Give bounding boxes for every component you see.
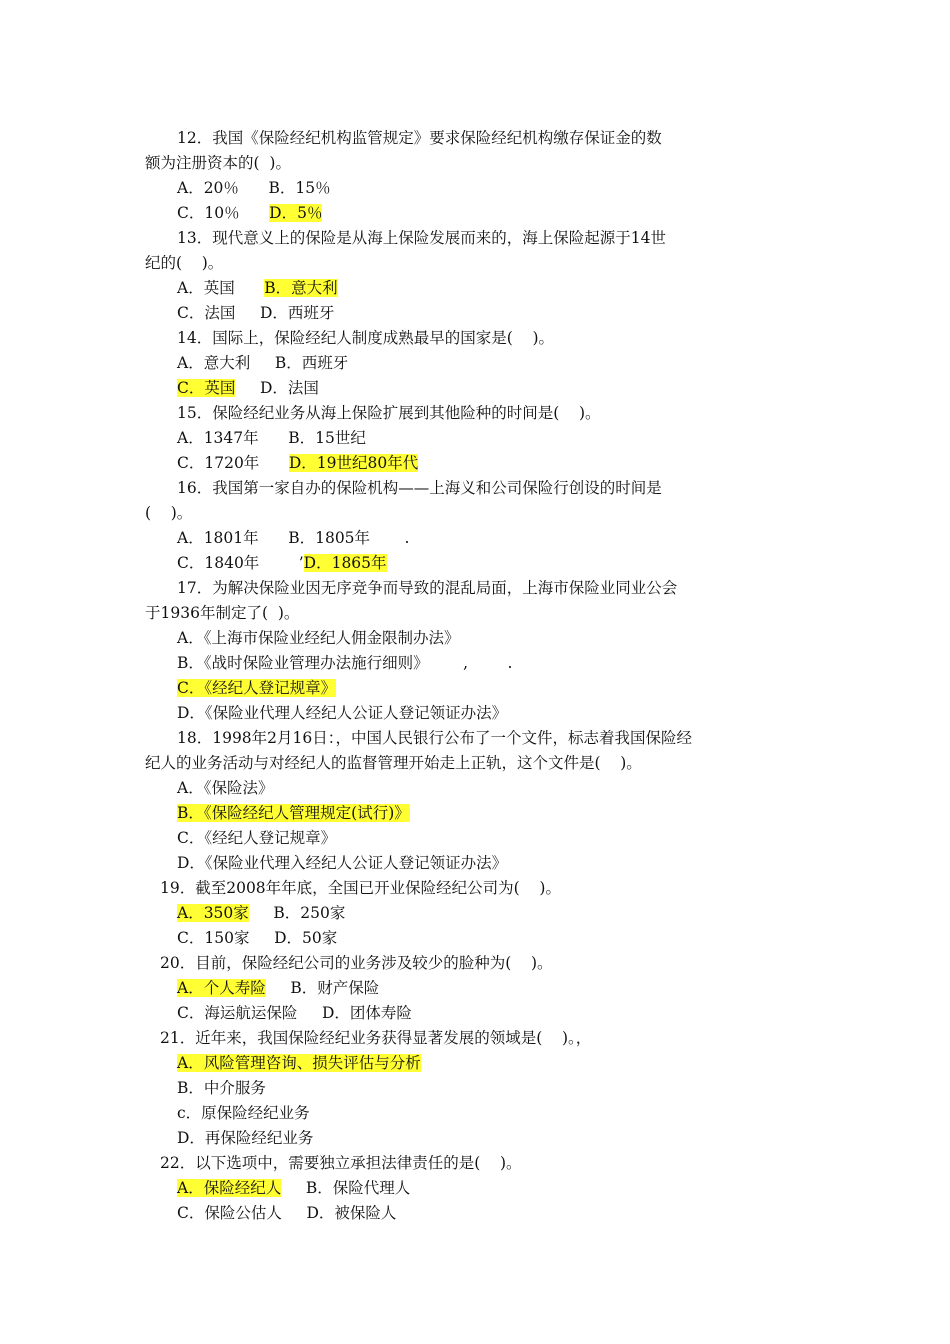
option-line: A．350家 B．250家	[177, 904, 346, 922]
option-line: C．海运航运保险 D．团体寿险	[177, 1004, 412, 1022]
option-line: C．《经纪人登记规章》	[177, 829, 337, 847]
question-20: 20．目前，保险经纪公司的业务涉及较少的脸种为( )。	[160, 954, 553, 972]
option-line: A．20％ B．15％	[177, 179, 331, 197]
highlighted-answer: A．个人寿险	[177, 979, 266, 997]
question-21: 21．近年来，我国保险经纪业务获得显著发展的领域是( )。，	[160, 1029, 592, 1047]
option-line: D．《保险业代理人经纪人公证人登记领证办法》	[177, 704, 508, 722]
option-line: A．《上海市保险业经纪人佣金限制办法》	[177, 629, 460, 647]
option-line: D．《保险业代理入经纪人公证人登记领证办法》	[177, 854, 508, 872]
question-17-line-2: 于1936年制定了( )。	[145, 604, 300, 622]
question-16-line-1: 16．我国第一家自办的保险机构——上海义和公司保险行创设的时间是	[177, 479, 662, 497]
option-line: C．英国 D．法国	[177, 379, 319, 397]
question-12-line-2: 额为注册资本的( )。	[145, 154, 291, 172]
option-line: A．1347年 B．15世纪	[177, 429, 366, 447]
question-18-line-1: 18．1998年2月16日：，中国人民银行公布了一个文件，标志着我国保险经	[177, 729, 693, 747]
highlighted-answer: B．《保险经纪人管理规定(试行)》	[177, 804, 410, 822]
highlighted-answer: B．意大利	[264, 279, 338, 297]
option-line: A．意大利 B．西班牙	[177, 354, 349, 372]
option-line: C．1840年 ’D．1865年	[177, 554, 387, 572]
highlighted-answer: D．19世纪80年代	[288, 454, 419, 472]
option-line: C．150家 D．50家	[177, 929, 338, 947]
question-13-line-1: 13．现代意义上的保险是从海上保险发展而来的，海上保险起源于14世	[177, 229, 666, 247]
question-14: 14．国际上，保险经纪人制度成熟最早的国家是( )。	[177, 329, 555, 347]
highlighted-answer: C．《经纪人登记规章》	[177, 679, 337, 697]
question-15: 15．保险经纪业务从海上保险扩展到其他险种的时间是( )。	[177, 404, 601, 422]
highlighted-answer: D．5％	[269, 204, 323, 222]
question-13-line-2: 纪的( )。	[145, 254, 224, 272]
question-18-line-2: 纪人的业务活动与对经纪人的监督管理开始走上正轨，这个文件是( )。	[145, 754, 642, 772]
question-19: 19．截至2008年年底，全国已开业保险经纪公司为( )。	[160, 879, 561, 897]
option-line: C．保险公估人 D．被保险人	[177, 1204, 397, 1222]
highlighted-answer: D．1865年	[303, 554, 387, 572]
option-line	[177, 1053, 421, 1073]
option-line: A．保险经纪人 B．保险代理人	[177, 1179, 411, 1197]
option-line: A．1801年 B．1805年 .	[177, 529, 410, 547]
question-12-line-1: 12．我国《保险经纪机构监管规定》要求保险经纪机构缴存保证金的数	[177, 129, 662, 147]
option-line: B．中介服务	[177, 1079, 266, 1097]
option-line: A．个人寿险 B．财产保险	[177, 979, 380, 997]
option-line: B．《战时保险业管理办法施行细则》 , .	[177, 654, 513, 672]
option-line: D．再保险经纪业务	[177, 1129, 314, 1147]
highlighted-answer: C．英国	[177, 379, 236, 397]
highlighted-answer: A．350家	[177, 904, 249, 922]
option-line: A．英国 B．意大利	[177, 279, 338, 297]
option-line: C．1720年 D．19世纪80年代	[177, 454, 419, 472]
option-line	[177, 678, 336, 698]
highlighted-answer: A．保险经纪人	[177, 1179, 282, 1197]
highlighted-answer: A．风险管理咨询、损失评估与分析	[177, 1054, 421, 1072]
question-17-line-1: 17．为解决保险业因无序竞争而导致的混乱局面，上海市保险业同业公会	[177, 579, 678, 597]
question-16-line-2: ( )。	[145, 504, 193, 522]
option-line: C．法国 D．西班牙	[177, 304, 335, 322]
option-line	[177, 803, 410, 823]
option-line: c．原保险经纪业务	[177, 1104, 310, 1122]
option-line: A．《保险法》	[177, 779, 274, 797]
question-22: 22．以下选项中，需要独立承担法律责任的是( )。	[160, 1154, 522, 1172]
option-line: C．10％ D．5％	[177, 204, 323, 222]
